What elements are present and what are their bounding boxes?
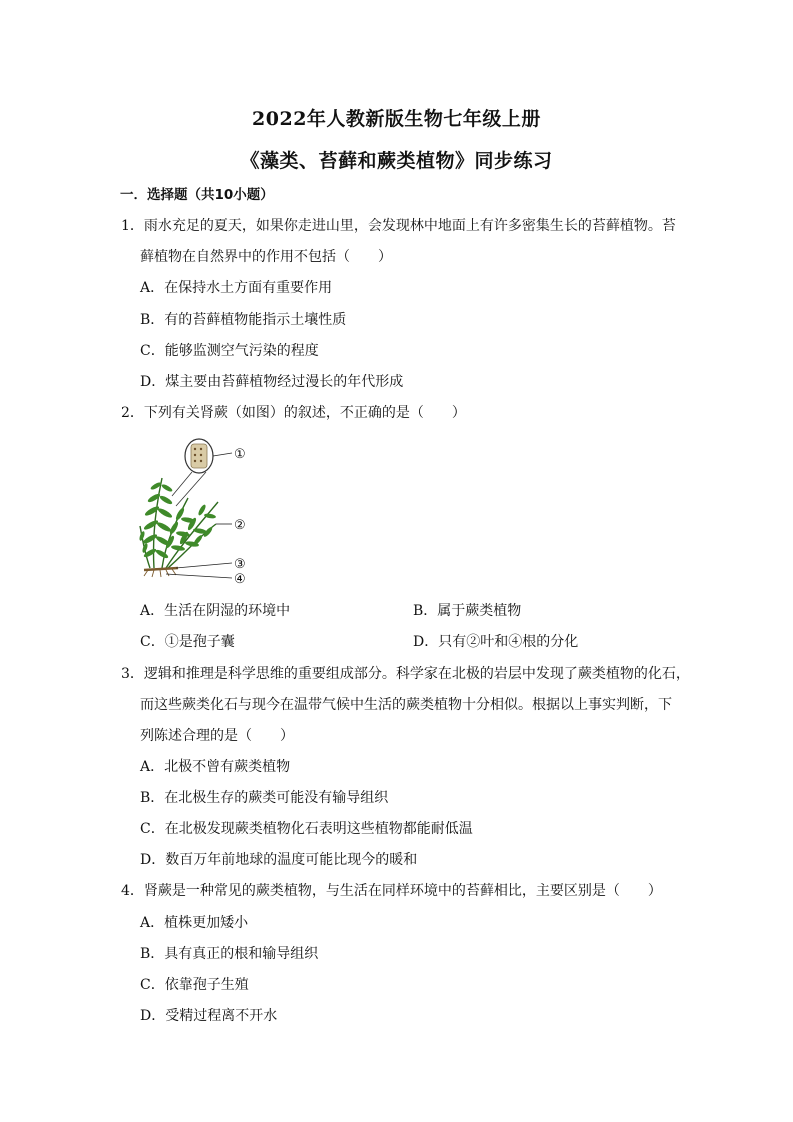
option-c: C．依靠孢子生殖	[140, 977, 249, 993]
option-c: C．在北极发现蕨类植物化石表明这些植物都能耐低温	[140, 821, 473, 837]
question-number: 3．	[121, 666, 144, 682]
question-4	[121, 881, 662, 901]
option-d: D．只有②叶和④根的分化	[413, 634, 579, 650]
question-number: 1．	[121, 218, 144, 234]
question-stem: 逻辑和推理是科学思维的重要组成部分。科学家在北极的岩层中发现了蕨类植物的化石，	[143, 666, 690, 682]
option-c: C．①是孢子囊	[140, 634, 235, 650]
label-4: ④	[234, 572, 246, 586]
option-b: B．在北极生存的蕨类可能没有输导组织	[140, 790, 389, 806]
question-stem-continued: 列陈述合理的是（ ）	[140, 728, 294, 744]
option-d: D．数百万年前地球的温度可能比现今的暖和	[140, 852, 418, 868]
question-number: 4．	[121, 883, 144, 899]
label-1: ①	[234, 447, 246, 462]
question-1	[121, 216, 676, 236]
question-stem-continued: 藓植物在自然界中的作用不包括（ ）	[140, 249, 392, 265]
page-title: 2022年人教新版生物七年级上册	[252, 108, 541, 130]
question-stem: 雨水充足的夏天，如果你走进山里，会发现林中地面上有许多密集生长的苔藓植物。苔	[143, 218, 676, 234]
label-2: ②	[234, 518, 246, 533]
fern-figure	[136, 436, 266, 586]
question-stem: 肾蕨是一种常见的蕨类植物，与生活在同样环境中的苔藓相比，主要区别是（ ）	[143, 883, 662, 899]
option-a: A．在保持水土方面有重要作用	[140, 280, 333, 296]
option-d: D．受精过程离不开水	[140, 1008, 278, 1024]
option-a: A．生活在阴湿的环境中	[140, 603, 291, 619]
sporangia-leaflet	[191, 444, 207, 468]
option-b: B．具有真正的根和输导组织	[140, 946, 319, 962]
question-number: 2．	[121, 405, 144, 421]
section-heading: 一．选择题（共10小题）	[120, 187, 274, 203]
option-d: D．煤主要由苔藓植物经过漫长的年代形成	[140, 374, 404, 390]
label-3: ③	[234, 557, 246, 572]
question-2	[121, 403, 466, 423]
option-a: A．北极不曾有蕨类植物	[140, 759, 291, 775]
option-b: B．有的苔藓植物能指示土壤性质	[140, 312, 347, 328]
page-subtitle: 《藻类、苔藓和蕨类植物》同步练习	[240, 150, 553, 172]
option-c: C．能够监测空气污染的程度	[140, 343, 319, 359]
question-stem-continued: 而这些蕨类化石与现今在温带气候中生活的蕨类植物十分相似。根据以上事实判断，下	[140, 697, 672, 713]
question-stem: 下列有关肾蕨（如图）的叙述，不正确的是（ ）	[143, 405, 466, 421]
question-3	[121, 664, 690, 684]
option-b: B．属于蕨类植物	[413, 603, 522, 619]
option-a: A．植株更加矮小	[140, 915, 249, 931]
